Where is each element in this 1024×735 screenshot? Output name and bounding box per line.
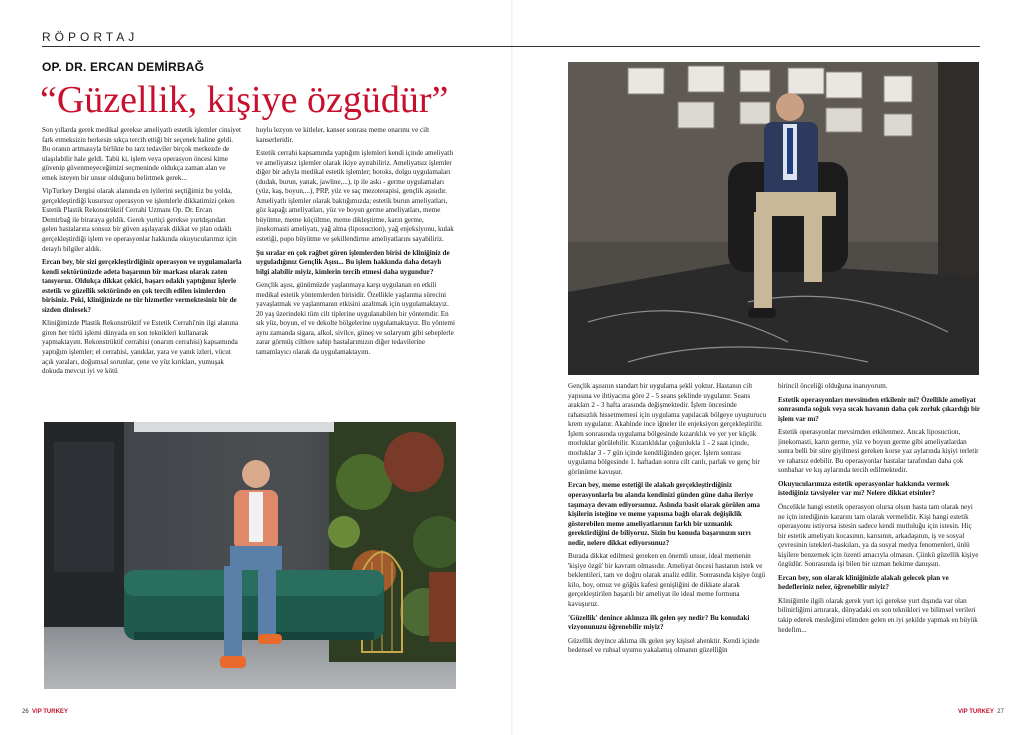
paragraph: Öncelikle hangi estetik operasyon olursa olsun hasta tam olarak neyi ne için istediğinin kararını tam olarak vermelidir. Kişi hangi estetik operasyonu istiyorsa istesin sadece kendi mutluluğu için istesin. Hiç bir estetik ameliyatı kocasının, karısının, arkadaşının, iş ve sosyal çevresinin istekleri-baskıları, ya da sosyal medya fenomenleri, ünlü kişilere benzemek için özenti amacıyla olmasın. Çünkü güzellik kişiye özgüdür. Sonrasında işi bilen bir uzman hekime danışsın. bbox=[778, 503, 979, 569]
photo-doctor-in-office bbox=[568, 62, 979, 375]
interview-question: Şu sıralar en çok rağbet gören işlemlerden birisi de kliniğiniz de uyguladığınız Gençlik Aşısı... Bu işlem hakkında daha detaylı bilgi alabilir miyiz, kimlerin tercih etmesi daha uygundur? bbox=[256, 248, 450, 276]
paragraph: Kliniğimizde Plastik Rekonstrüktif ve Estetik Cerrahi'nin ilgi alanına giren her türlü işlemi dünyada en son teknikleri kullanarak yapmaktayım. Rekonstrüktif cerrahisi (onarım cerrahisi) kapsamında yaptığım işlemler; el cerrahisi, yanıklar, yara ve yanık izleri, vücut açık yaraları, doğumsal sorunlar, çene ve yüz kırıkları, yumuşak dokuda mevcut iyi ve kötü bbox=[42, 319, 239, 376]
paragraph: Güzellik deyince aklıma ilk gelen şey kişisel ahenktir. Kendi içinde bedensel ve ruhsal uyumu yakalamış olmanın güzelliğin bbox=[568, 636, 760, 655]
photo-doctor-on-sofa-illustration bbox=[44, 422, 456, 689]
page-gutter bbox=[511, 0, 513, 735]
photo-doctor-in-office-illustration bbox=[568, 62, 979, 375]
footer-right bbox=[958, 709, 1004, 715]
text-column-4 bbox=[778, 382, 980, 694]
headline: “Güzellik, kişiye özgüdür” bbox=[40, 79, 449, 121]
paragraph: birincil önceliği olduğuna inanıyorum. bbox=[778, 382, 888, 390]
paragraph: Kliniğimle ilgili olarak gerek yurt içi gerekse yurt dışında var olan bilinirliğimi artırarak, dünyadaki en son teknikleri ve bilimsel verileri takip ederek mesleğimi elimden gelen en iyi şekilde yapmak en büyük hedefim... bbox=[778, 596, 978, 634]
footer-left bbox=[22, 709, 68, 715]
paragraph: Estetik operasyonlar mevsimden etkilenmez. Ancak liposuction, jinekomasti, karın germe, yüz ve boyun germe gibi ameliyatlardan sonra belli bir süre giyilmesi gereken korse yaz aylarında kişiyi terletir ve rahatsız edebilir. Bu operasyonlar hastalar tarafından daha çok sonbahar ve kış aylarında tercih edilmektedir. bbox=[778, 428, 979, 475]
page-number-right: 27 bbox=[997, 709, 1004, 715]
photo-doctor-on-sofa bbox=[44, 422, 456, 689]
interview-question: Okuyucularımıza estetik operasyonlar hakkında vermek istediğiniz tavsiyeler var mı? Nelere dikkat etsinler? bbox=[778, 479, 950, 498]
interview-question: 'Güzellik' denince aklınıza ilk gelen şey nedir? Bu konudaki vizyonunuzu öğrenebilir miyiz? bbox=[568, 613, 750, 632]
page-number-left: 26 bbox=[22, 709, 29, 715]
text-column-2 bbox=[256, 126, 456, 416]
section-label: RÖPORTAJ bbox=[42, 30, 139, 44]
paragraph: Burada dikkat edilmesi gereken en önemli unsur, ideal memenin 'kişiye özgü' bir kavram olmasıdır. Ameliyat öncesi hastanın istek ve beklentileri, tam ve doğru olarak analiz edilir. Sonrasında kişiye özgü kilo, boy, omuz ve göğüs kafesi genişliğini de dikkate alarak gerçekleştirilen başarılı bir ameliyat ile ideal meme formuna kavuşuruz. bbox=[568, 552, 766, 609]
interview-question: Ercan bey, son olarak kliniğinizle alakalı gelecek plan ve hedefleriniz neler, öğrenebilir miyiz? bbox=[778, 573, 949, 592]
paragraph: Gençlik aşısının standart bir uygulama şekli yoktur. Hastanın cilt yapısına ve ihtiyacına göre 2 - 5 seans şeklinde uygulanır. Seans arakları 2 - 3 hafta arasında değişmektedir. İşlem öncesinde rahatsızlık hissetmemesi için uygulama yapılacak bölgeye uyuşturucu krem uygulanır. Akabinde ince iğneler ile enjeksiyon gerçekleştirilir. İşlem sonrasında uygulama bölgesinde kızarıklık ve yer yer küçük morluklar görülebilir. Kızarıklıklar çoğunlukla 1 - 2 saat içinde, morluklar 3 - 7 gün içinde kendiliğinden geçer. İşlem sonrası uygulama bölgesinde 1. haftadan sonra cilt canlı, parlak ve genç bir görünüme kavuşur. bbox=[568, 382, 767, 476]
paragraph: Son yıllarda gerek medikal gerekse ameliyatlı estetik işlemler cinsiyet fark etmeksizin herkesin sıkça tercih ettiği bir seçenek haline geldi. Bu oranın artmasıyla birlikte bu tarz tedaviler birçok merkezde de ulaşılabilir hale geldi. Tabii ki, işlem veya operasyon öncesi kime güvenip güvenmeyeceğimizi seçmeninde oldukça zaman alan ve emek isteyen bir unsur olduğunu belirtmek gerek... bbox=[42, 126, 241, 182]
text-column-1 bbox=[42, 126, 242, 416]
interview-question: Estetik operasyonları mevsimden etkilenir mi? Özellikle ameliyat sonrasında soğuk veya sıcak havanın daha çok zorluk çıkardığı bir işlem var mı? bbox=[778, 395, 980, 423]
paragraph: huylu lezyon ve kitleler, kanser sonrası meme onarımı ve cilt kanserleridir. bbox=[256, 126, 430, 144]
paragraph: Gençlik aşısı, günümüzde yaşlanmaya karşı uygulanan en etkili medikal estetik yöntemlerden birisidir. Özellikle yaşlanma sürecini yavaşlatmak ve yaşlanmanın etkisini azaltmak için uygulamaktayız. 20 yaş üzerindeki tüm cilt tiplerine uygulanabilen bir yöntemdir. En sık yüz, boyun, el ve dekolte bölgelerine uygulamaktayız. Bu yöntemi aynı zamanda sigara, alkol, sivilce, güneş ve solaryum gibi sebeplerle zarar görmüş ciltlere sahip hastalarımızın diğer tedavilerine tamamlayıcı olarak da uygulamaktayım. bbox=[256, 281, 455, 357]
interview-question: Ercan bey, meme estetiği ile alakalı gerçekleştirdiğiniz operasyonlarla bu alanda kendinizi günden güne daha ileriye taşımaya devam ediyorsunuz. Aslında basit olarak görülen ama kişilerin isteğine ve meme yapısına bağlı olarak değişiklik gösterebilen meme ameliyatlarının farklı bir uzmanlık gerektirdiğini de biliyoruz. Sizin bu konuda başarınızın sırrı nedir, nelere dikkat ediyorsunuz? bbox=[568, 481, 760, 547]
paragraph: VipTurkey Dergisi olarak alanında en iyilerini seçtiğimiz bu yolda, gerçekleştirdiği kusursuz operasyon ve işlemlerle dikkatimizi çeken Estetik Plastik Rekonstrüktif Cerrahi Uzmanı Op. Dr. Ercan Demirbağ ile biraraya geldik. Gerek yurtiçi gerekse yurtdışından gelen hastalarına sonsuz bir güven aşılayarak dikkat ve plan odaklı gerçekleştirdiği işlem ve operasyonlar hakkında okuyucularımız için detaylı bilgiler aldık. bbox=[42, 187, 237, 253]
paragraph: Estetik cerrahi kapsamında yaptığım işlemleri kendi içinde ameliyatlı ve ameliyatsız işlemler olarak ikiye ayırabiliriz. Ameliyatsız işlemler diğer bir adıyla medikal estetik işlemler; botoks, dolgu uygulamaları (dudak, burun, yanak, jawline,...), ip ile askı - germe uygulamaları (yüz, kaş, boyun,...), PRP, yüz ve saç mezoterapisi, gençlik aşısıdır. Ameliyatlı işlemler olarak baktığımızda; estetik burun ameliyatları, göz kapağı ameliyatları, yüz ve boyun germe ameliyatları, meme büyütme, meme küçültme, meme dikleştirme, karın germe, jinekomasti ameliyatı, yağ alma (liposuction), yağ enjeksiyonu, kulak estetiği, popo büyütme ve şekillendirme ameliyatlarını sayabiliriz. bbox=[256, 149, 454, 244]
byline: OP. DR. ERCAN DEMİRBAĞ bbox=[42, 60, 205, 74]
footer-brand-left: VIP TURKEY bbox=[32, 709, 68, 715]
text-column-3 bbox=[568, 382, 768, 694]
footer-brand-right: VIP TURKEY bbox=[958, 709, 994, 715]
header-rule bbox=[42, 46, 980, 47]
interview-question: Ercan bey, bir sizi gerçekleştirdiğiniz operasyon ve uygulamalarla kendi sektörünüzde adeta başarının bir markası olarak zaten tanıyoruz. Oldukça dikkat çekici, başarı odaklı yaptığınız işlerle estetik ve güzellik sektöründe en çok tercih edilen isimlerden birisiniz. Peki, kliniğinizde ne tür hizmetler vermektesiniz bir de sizden dinlesek? bbox=[42, 258, 242, 314]
